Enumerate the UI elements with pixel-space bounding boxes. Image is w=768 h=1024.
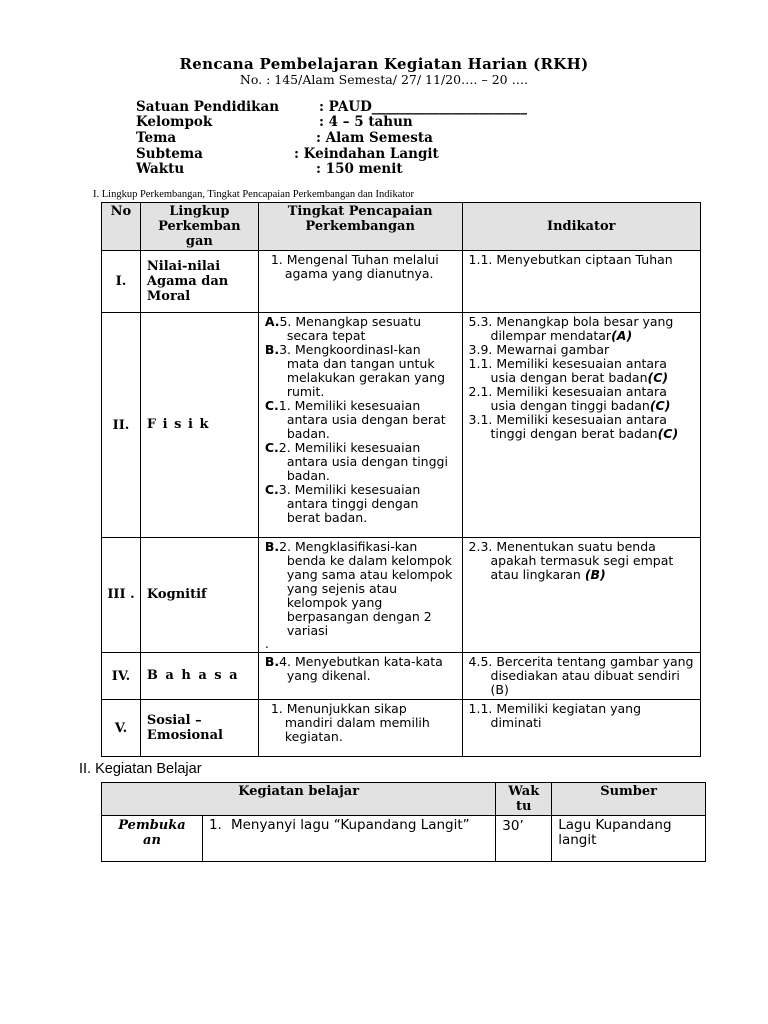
row-no: I. xyxy=(102,251,141,313)
tingkat-item xyxy=(265,540,456,638)
info-value-subtema: : Keindahan Langit xyxy=(294,146,439,162)
row-no: II. xyxy=(102,313,141,538)
tingkat-item xyxy=(265,399,456,441)
indikator-item: 1.1. Memiliki kegiatan yang diminati xyxy=(468,701,642,730)
tingkat-text: 4. Menyebutkan kata-kata yang dikenal. xyxy=(279,654,443,683)
col-header-waktu: Wak tu xyxy=(496,783,552,816)
activity-header-row xyxy=(102,783,706,816)
row-lingkup: Sosial – Emosional xyxy=(140,700,258,757)
tingkat-item xyxy=(265,343,456,399)
row-tingkat xyxy=(258,653,462,700)
indikator-item: 1.1. Menyebutkan ciptaan Tuhan xyxy=(468,252,673,267)
col-header-no: No xyxy=(102,203,141,251)
section1-heading: I. Lingkup Perkembangan, Tingkat Pencapaian Perkembangan dan Indikator xyxy=(93,189,415,200)
table-row xyxy=(102,653,701,700)
indikator-tag: (C) xyxy=(647,370,669,385)
indikator-text: 3.9. Mewarnai gambar xyxy=(468,342,610,357)
indikator-tag: (A) xyxy=(611,328,633,343)
activity-number: 1. xyxy=(208,817,222,833)
col-header-indikator: Indikator xyxy=(462,203,700,251)
row-no: V. xyxy=(102,700,141,757)
table-row xyxy=(102,538,701,653)
indikator-tag: (B) xyxy=(584,567,606,582)
info-value-kelompok: : 4 – 5 tahun xyxy=(319,114,413,130)
tingkat-text: 3. MengkoordinasI-kan mata dan tangan untuk melakukan gerakan yang rumit. xyxy=(279,342,446,399)
indikator-item xyxy=(469,315,694,343)
tingkat-item xyxy=(265,315,456,343)
tingkat-item: 1. Mengenal Tuhan melalui agama yang dianutnya. xyxy=(270,252,439,281)
tingkat-item xyxy=(265,483,456,525)
row-lingkup: Kognitif xyxy=(140,538,258,653)
info-label-satuan: Satuan Pendidikan xyxy=(136,99,280,115)
row-lingkup: B a h a s a xyxy=(140,653,258,700)
section2-heading: II. Kegiatan Belajar xyxy=(79,761,202,777)
indikator-text: 5.3. Menangkap bola besar yang dilempar mendatar xyxy=(468,314,674,343)
row-lingkup: Nilai-nilai Agama dan Moral xyxy=(140,251,258,313)
info-value-satuan: : PAUD_______________________ xyxy=(319,99,528,115)
row-indikator xyxy=(462,538,700,653)
tingkat-text: 2. Mengklasifikasi-kan benda ke dalam kelompok yang sama atau kelompok yang sejenis atau kelompok yang berpasangan dengan 2 variasi xyxy=(279,539,453,638)
tingkat-text: 3. Memiliki kesesuaian antara tinggi dengan berat badan. xyxy=(278,482,421,525)
indikator-text: 2.3. Menentukan suatu benda apakah termasuk segi empat atau lingkaran xyxy=(468,539,674,582)
tingkat-prefix: B. xyxy=(264,654,280,669)
indikator-item xyxy=(469,413,694,441)
indikator-item xyxy=(469,385,694,413)
row-lingkup: F i s i k xyxy=(140,313,258,538)
tingkat-prefix: C. xyxy=(264,440,279,455)
col-header-sumber: Sumber xyxy=(552,783,706,816)
document-number: No. : 145/Alam Semesta/ 27/ 11/20…. – 20 …. xyxy=(239,72,529,87)
tingkat-item: 1. Menunjukkan sikap mandiri dalam memilih kegiatan. xyxy=(270,701,430,744)
activity-cell xyxy=(202,816,495,862)
tingkat-prefix: A. xyxy=(264,314,280,329)
development-table xyxy=(101,202,701,757)
activity-table xyxy=(101,782,706,862)
row-indikator xyxy=(462,313,700,538)
indikator-item xyxy=(469,357,694,385)
indikator-text: 2.1. Memiliki kesesuaian antara usia dengan tinggi badan xyxy=(468,384,667,413)
activity-time: 30’ xyxy=(496,816,552,862)
page-title: Rencana Pembelajaran Kegiatan Harian (RKH) xyxy=(179,55,589,73)
tingkat-prefix: B. xyxy=(264,539,280,554)
col-header-tingkat: Tingkat Pencapaian Perkembangan xyxy=(258,203,462,251)
row-tingkat xyxy=(258,538,462,653)
indikator-text: 3.1. Memiliki kesesuaian antara tinggi dengan berat badan xyxy=(468,412,667,441)
tingkat-text: 2. Memiliki kesesuaian antara usia dengan tinggi badan. xyxy=(278,440,448,483)
tingkat-text: 1. Memiliki kesesuaian antara usia dengan berat badan. xyxy=(278,398,446,441)
info-value-waktu: : 150 menit xyxy=(316,161,403,177)
col-header-kegiatan: Kegiatan belajar xyxy=(102,783,496,816)
table-row xyxy=(102,313,701,538)
indikator-item xyxy=(469,540,694,582)
tingkat-prefix: B. xyxy=(264,342,280,357)
row-no: IV. xyxy=(102,653,141,700)
indikator-item: 4.5. Bercerita tentang gambar yang disediakan atau dibuat sendiri (B) xyxy=(468,654,694,697)
tingkat-item: . xyxy=(264,636,269,651)
row-no: III . xyxy=(102,538,141,653)
tingkat-prefix: C. xyxy=(264,398,279,413)
activity-text: Menyanyi lagu “Kupandang Langit” xyxy=(230,817,470,833)
tingkat-prefix: C. xyxy=(264,482,279,497)
row-tingkat xyxy=(258,700,462,757)
row-indikator xyxy=(462,653,700,700)
indikator-text: 1.1. Memiliki kesesuaian antara usia dengan berat badan xyxy=(468,356,667,385)
activity-source: Lagu Kupandang langit xyxy=(552,816,706,862)
indikator-tag: (C) xyxy=(657,426,679,441)
table-row xyxy=(102,816,706,862)
info-label-waktu: Waktu xyxy=(136,161,185,177)
info-value-tema: : Alam Semesta xyxy=(316,130,433,146)
row-indikator xyxy=(462,251,700,313)
info-block xyxy=(136,99,636,179)
tingkat-text: 5. Menangkap sesuatu secara tepat xyxy=(279,314,421,343)
table-header-row xyxy=(102,203,701,251)
table-row xyxy=(102,251,701,313)
row-tingkat xyxy=(258,251,462,313)
tingkat-item xyxy=(265,655,456,683)
activity-phase: Pembuka an xyxy=(102,816,203,862)
table-row xyxy=(102,700,701,757)
indikator-tag: (C) xyxy=(649,398,671,413)
tingkat-item xyxy=(265,441,456,483)
row-tingkat xyxy=(258,313,462,538)
info-label-tema: Tema xyxy=(136,130,177,146)
row-indikator xyxy=(462,700,700,757)
indikator-item xyxy=(469,343,694,357)
info-label-subtema: Subtema xyxy=(136,146,203,162)
col-header-lingkup: Lingkup Perkemban gan xyxy=(140,203,258,251)
info-label-kelompok: Kelompok xyxy=(136,114,213,130)
